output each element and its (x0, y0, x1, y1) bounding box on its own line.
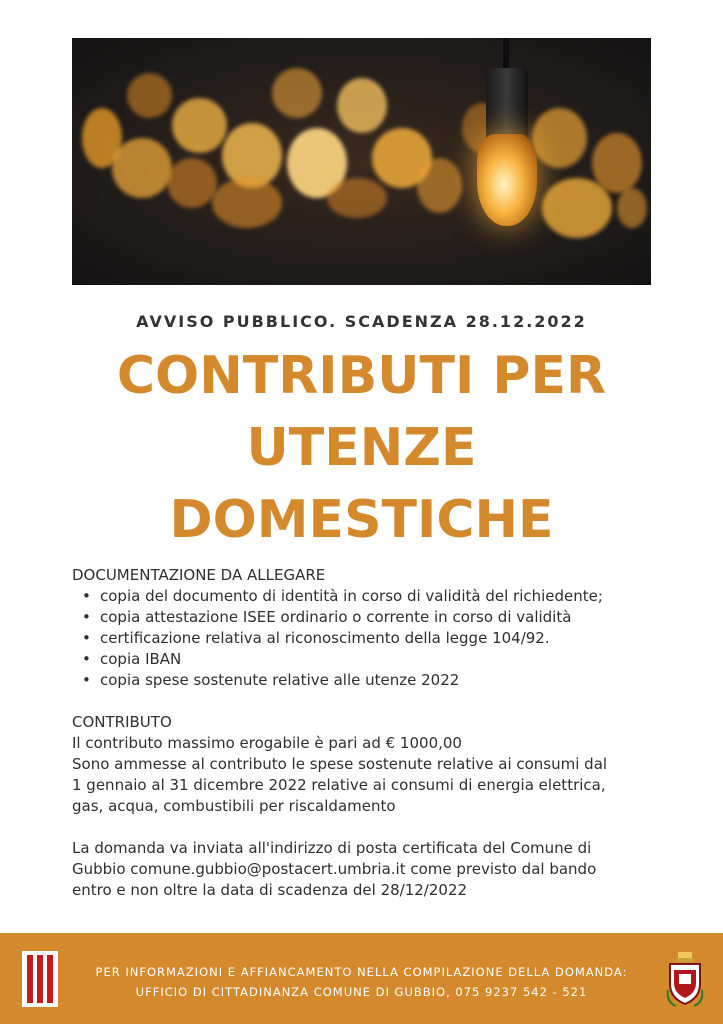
documentation-heading: DOCUMENTAZIONE DA ALLEGARE (72, 566, 326, 584)
municipal-crest-icon (664, 950, 706, 1008)
footer-line-2: UFFICIO DI CITTADINANZA COMUNE DI GUBBIO, 075 9237 542 - 521 (135, 985, 588, 999)
documentation-section (72, 565, 662, 691)
list-item: • copia del documento di identità in corso di validità del richiedente; (82, 586, 662, 607)
bulb-socket (486, 68, 528, 142)
contribution-heading: CONTRIBUTO (72, 713, 172, 731)
light-bulb-icon (477, 134, 537, 226)
footer-info (72, 962, 651, 1002)
contribution-line: Sono ammesse al contributo le spese sostenute relative ai consumi dal (72, 755, 608, 773)
notice-deadline: AVVISO PUBBLICO. SCADENZA 28.12.2022 (136, 312, 587, 331)
footer-line-1: PER INFORMAZIONI E AFFIANCAMENTO NELLA COMPILAZIONE DELLA DOMANDA: (95, 965, 628, 979)
list-item: • certificazione relativa al riconoscimento della legge 104/92. (82, 628, 662, 649)
footer-bar (0, 933, 723, 1024)
list-item: • copia attestazione ISEE ordinario o corrente in corso di validità (82, 607, 662, 628)
contribution-line: 1 gennaio al 31 dicembre 2022 relative ai consumi di energia elettrica, (72, 776, 606, 794)
hero-image (72, 38, 651, 285)
title-line-3: DOMESTICHE (169, 490, 554, 550)
contribution-line: Il contributo massimo erogabile è pari ad € 1000,00 (72, 734, 462, 752)
list-item: • copia spese sostenute relative alle utenze 2022 (82, 670, 662, 691)
documentation-list (82, 586, 662, 691)
list-item: • copia IBAN (82, 649, 662, 670)
application-line: entro e non oltre la data di scadenza del 28/12/2022 (72, 881, 468, 899)
contribution-section (72, 712, 662, 817)
contribution-line: gas, acqua, combustibili per riscaldamento (72, 797, 396, 815)
title-line-1: CONTRIBUTI PER (116, 346, 607, 406)
title-line-2: UTENZE (246, 418, 477, 478)
application-section (72, 838, 662, 901)
region-logo-icon (22, 951, 58, 1007)
application-line: Gubbio comune.gubbio@postacert.umbria.it come previsto dal bando (72, 860, 597, 878)
main-content (72, 565, 662, 901)
application-line: La domanda va inviata all'indirizzo di posta certificata del Comune di (72, 839, 592, 857)
page-title (0, 340, 723, 556)
